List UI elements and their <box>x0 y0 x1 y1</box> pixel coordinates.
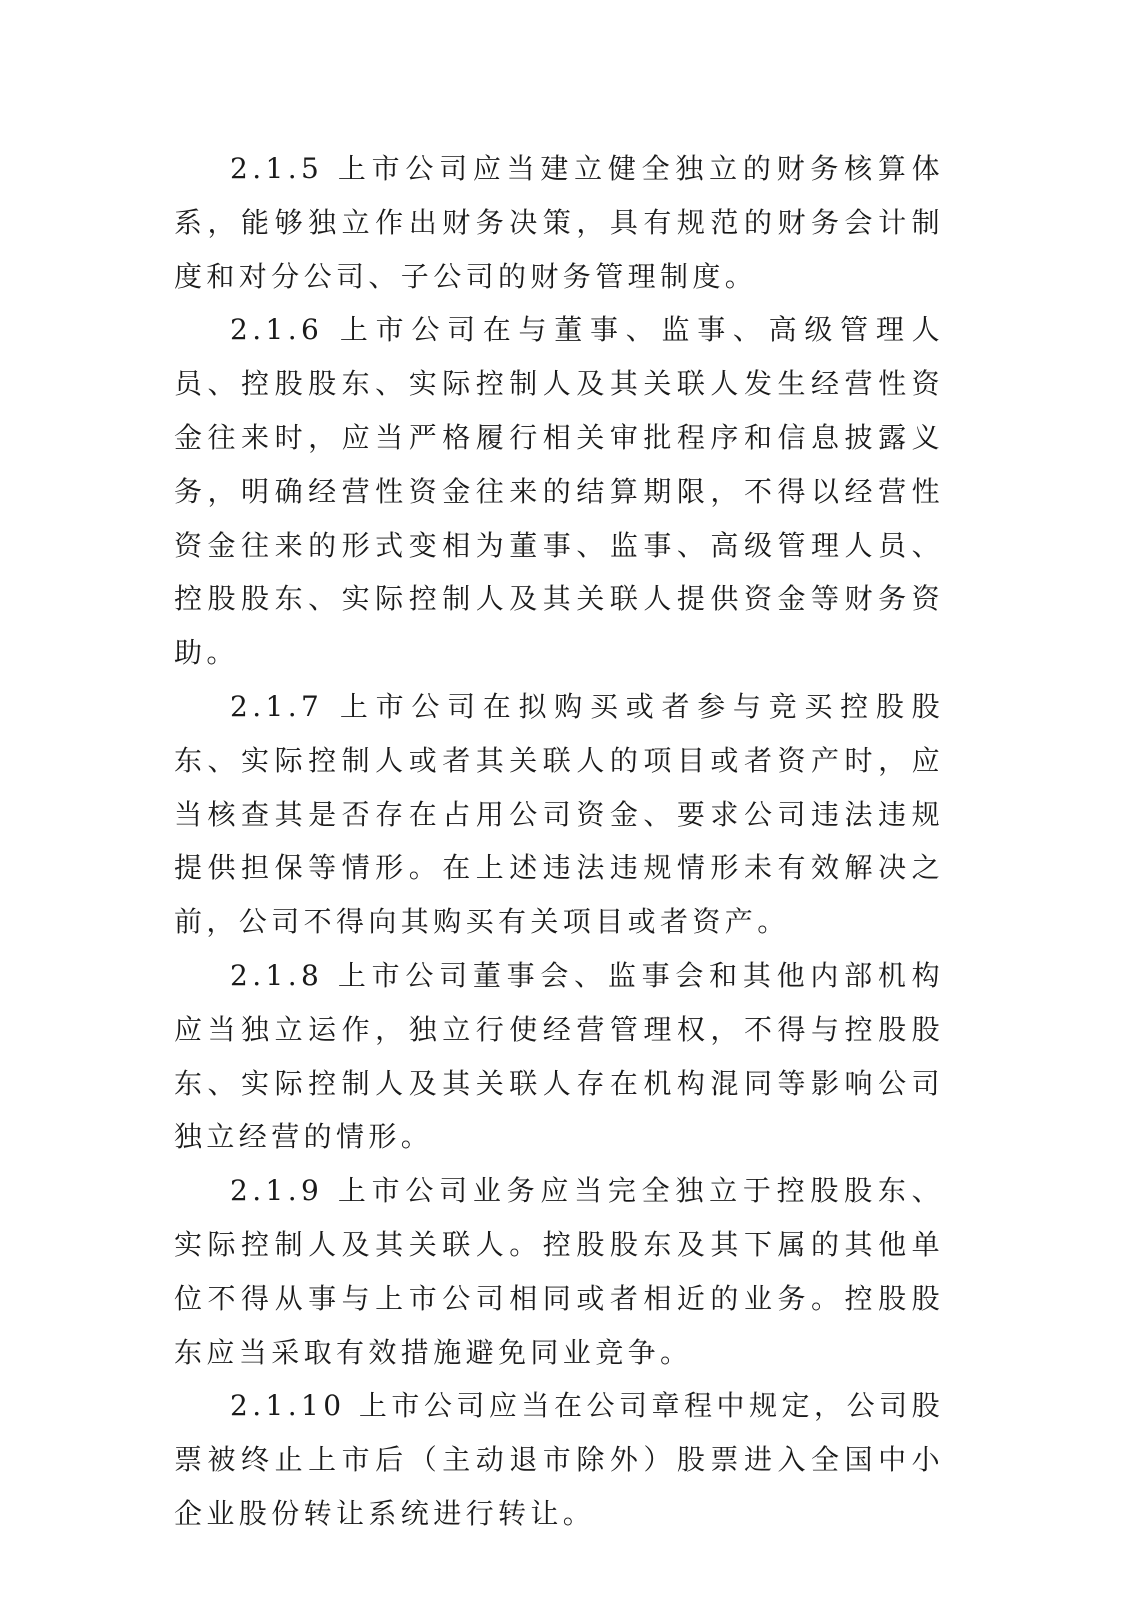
article-2-1-7: 2.1.7 上市公司在拟购买或者参与竞买控股股东、实际控制人或者其关联人的项目或者资产时，应当核查其是否存在占用公司资金、要求公司违法违规提供担保等情形。在上述违法违规情形未有效解决之前，公司不得向其购买有关项目或者资产。 <box>174 689 944 939</box>
article-2-1-9: 2.1.9 上市公司业务应当完全独立于控股股东、实际控制人及其关联人。控股股东及其下属的其他单位不得从事与上市公司相同或者相近的业务。控股股东应当采取有效措施避免同业竞争。 <box>174 1174 944 1369</box>
article-2-1-6: 2.1.6 上市公司在与董事、监事、高级管理人员、控股股东、实际控制人及其关联人发生经营性资金往来时，应当严格履行相关审批程序和信息披露义务，明确经营性资金往来的结算期限，不得以经营性资金往来的形式变相为董事、监事、高级管理人员、控股股东、实际控制人及其关联人提供资金等财务资助。 <box>174 313 944 670</box>
article-2-1-10: 2.1.10 上市公司应当在公司章程中规定，公司股票被终止上市后（主动退市除外）股票进入全国中小企业股份转让系统进行转让。 <box>174 1389 944 1530</box>
document-body <box>174 142 944 1541</box>
article-2-1-8: 2.1.8 上市公司董事会、监事会和其他内部机构应当独立运作，独立行使经营管理权，不得与控股股东、实际控制人及其关联人存在机构混同等影响公司独立经营的情形。 <box>174 958 944 1154</box>
article-2-1-5: 2.1.5 上市公司应当建立健全独立的财务核算体系，能够独立作出财务决策，具有规范的财务会计制度和对分公司、子公司的财务管理制度。 <box>174 152 944 293</box>
